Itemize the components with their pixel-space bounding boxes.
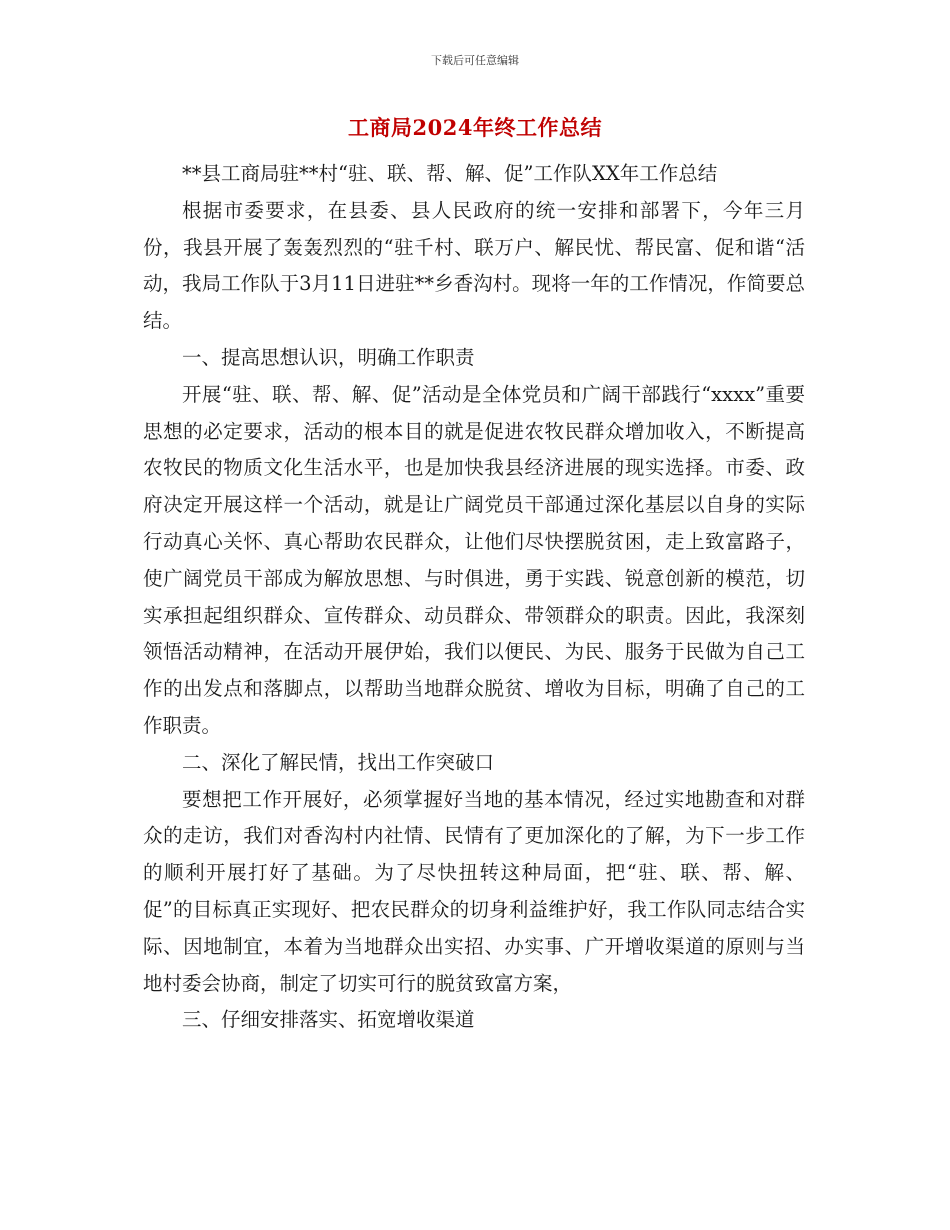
paragraph-intro: 根据市委要求，在县委、县人民政府的统一安排和部署下，今年三月份，我县开展了轰轰烈烈的“驻千村、联万户、解民忧、帮民富、促和谐“活动，我局工作队于3月11日进驻**乡香沟村。现将一年的工作情况，作简要总结。 xyxy=(143,198,805,333)
section-heading-2: 二、深化了解民情，找出工作突破口 xyxy=(182,750,495,774)
document-title: 工商局2024年终工作总结 xyxy=(348,115,602,140)
paragraph-section-1: 开展“驻、联、帮、解、促”活动是全体党员和广阔干部践行“xxxx”重要思想的必定要求，活动的根本目的就是促进农牧民群众增加收入，不断提高农牧民的物质文化生活水平，也是加快我县经济进展的现实选择。市委、政府决定开展这样一个活动，就是让广阔党员干部通过深化基层以自身的实际行动真心关怀、真心帮助农民群众，让他们尽快摆脱贫困，走上致富路子，使广阔党员干部成为解放思想、与时俱进，勇于实践、锐意创新的模范，切实承担起组织群众、宣传群众、动员群众、带领群众的职责。因此，我深刻领悟活动精神，在活动开展伊始，我们以便民、为民、服务于民做为自己工作的出发点和落脚点，以帮助当地群众脱贫、增收为目标，明确了自己的工作职责。 xyxy=(143,382,805,737)
document-body xyxy=(143,156,805,1039)
section-heading-1: 一、提高思想认识，明确工作职责 xyxy=(182,345,475,369)
header-note: 下载后可任意编辑 xyxy=(431,54,519,67)
section-heading-3: 三、仔细安排落实、拓宽增收渠道 xyxy=(182,1008,475,1032)
paragraph-section-2: 要想把工作开展好，必须掌握好当地的基本情况，经过实地勘查和对群众的走访，我们对香沟村内社情、民情有了更加深化的了解，为下一步工作的顺利开展打好了基础。为了尽快扭转这种局面，把“驻、联、帮、解、促”的目标真正实现好、把农民群众的切身利益维护好，我工作队同志结合实际、因地制宜，本着为当地群众出实招、办实事、广开增收渠道的原则与当地村委会协商，制定了切实可行的脱贫致富方案， xyxy=(143,787,805,995)
subtitle-line: **县工商局驻**村“驻、联、帮、解、促”工作队XX年工作总结 xyxy=(182,162,718,185)
